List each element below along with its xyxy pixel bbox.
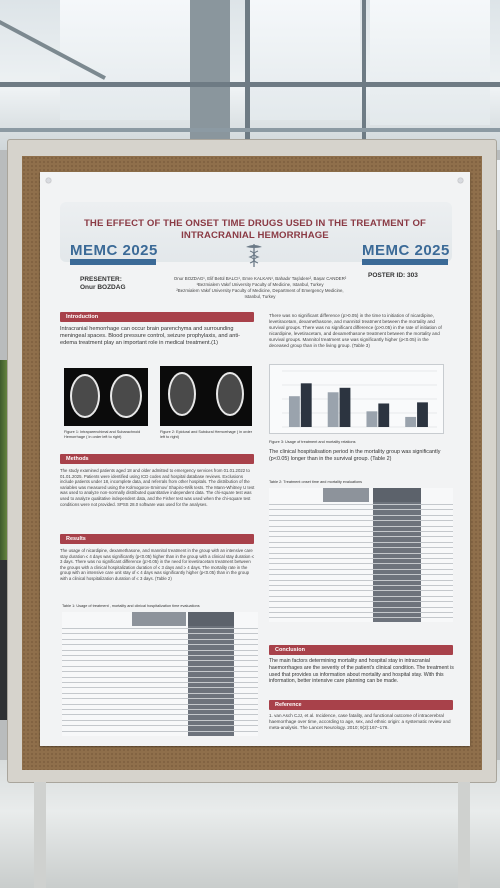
table-row bbox=[269, 526, 453, 527]
window-pane bbox=[60, 0, 190, 120]
table-row bbox=[62, 666, 258, 667]
table-row bbox=[269, 536, 453, 537]
window-frame bbox=[0, 82, 500, 87]
chart-bar bbox=[289, 396, 300, 427]
affiliation: ²Bezmialem Vakıf University Faculty of Medicine, Department of Emergency Medicine, bbox=[176, 288, 344, 293]
figure-3-caption: Figure 3: Usage of treatment and mortality relations bbox=[269, 440, 356, 444]
figure-2-caption: Figure 2: Epidural and Subdural Hemorrhage ( in order left to right) bbox=[160, 430, 253, 439]
pillar bbox=[190, 0, 230, 140]
table-row bbox=[269, 553, 453, 554]
methods-text: The study examined patients aged 18 and older admitted to emergency services from 01.01.2022 to 01.01.2025. Patients were identified using ICD codes and hospital database reviews. Exclusions include patients under 18, incomplete data, and referrals from other hospitals. The distribution of the variables was measured using the Kolmogorov-Smirnov/ Shapiro-Wilk tests. The Mann-Whitney U test was used to analyze non-normally distributed quantitative independent data. The chi-square test was used to analyze qualitative independent data, and the Fisher test was used when the chi-square test conditions were not provided. SPSS 28.0 software was used for the analyses. bbox=[60, 468, 255, 507]
table-row bbox=[269, 596, 453, 597]
table-row bbox=[269, 547, 453, 548]
chart-svg bbox=[270, 365, 445, 435]
table-row bbox=[62, 687, 258, 688]
ct-scan bbox=[110, 374, 142, 418]
ct-scan bbox=[70, 374, 100, 418]
section-heading-results: Results bbox=[60, 534, 254, 544]
table-header-cell bbox=[188, 612, 234, 626]
table-row bbox=[269, 504, 453, 505]
table-row bbox=[269, 531, 453, 532]
table-row bbox=[62, 650, 258, 651]
table-row bbox=[62, 644, 258, 645]
title-line-1: THE EFFECT OF THE ONSET TIME DRUGS USED IN THE TREATMENT OF bbox=[83, 218, 427, 229]
table-header-cell bbox=[323, 488, 369, 502]
table-row bbox=[269, 590, 453, 591]
poster bbox=[40, 172, 470, 746]
board-leg bbox=[458, 782, 470, 888]
authors: Onur BOZDAG¹, Elif Betül BALCI¹, Emre KALKAN¹, Bahadır Taşlıdere², Bașar CANDER² bbox=[173, 276, 347, 281]
chart-bar bbox=[417, 402, 428, 427]
window-frame bbox=[362, 0, 366, 140]
table-row bbox=[62, 731, 258, 732]
clinical-text: The clinical hospitalisation period in the mortality group was significantly (p<0.05) longer than in the survival group. (Table 2) bbox=[269, 449, 441, 462]
table-row bbox=[62, 677, 258, 678]
memc-logo-left: MEMC 2025 bbox=[70, 242, 158, 259]
table-row bbox=[62, 628, 258, 629]
mortality-text: There was no significant difference (p>0.05) in the time to initiation of nicardipine, levetiracetam, dexamethasone, and mannitol treatment between the mortality and survival groups. There was no significant difference (p>0.05) in the rate of initiation of nicardipine, levetiracetam, and dexamethasone treatment between the mortality and survival groups. Mannitol treatment use was significantly higher (p<0.05) in the deceased group than in the living group. (Table 3) bbox=[269, 313, 442, 348]
chart-bar bbox=[366, 411, 377, 427]
ct-scan bbox=[168, 372, 196, 416]
window-pane bbox=[250, 0, 360, 120]
logo-underline bbox=[362, 259, 448, 265]
table-column-highlight bbox=[373, 488, 421, 622]
presenter-name: Onur BOZDAG bbox=[80, 284, 126, 291]
presenter-label: PRESENTER: bbox=[80, 276, 122, 283]
table-row bbox=[269, 542, 453, 543]
table-1-caption: Table 1: Usage of treatment , mortality and clinical hospitalization time evaluations bbox=[62, 604, 200, 608]
poster-id: POSTER ID: 303 bbox=[368, 272, 418, 279]
table-row bbox=[62, 639, 258, 640]
table-row bbox=[62, 725, 258, 726]
table-1 bbox=[62, 612, 258, 736]
table-row bbox=[62, 698, 258, 699]
table-column-highlight bbox=[188, 612, 234, 736]
section-heading-conclusion: Conclusion bbox=[269, 645, 453, 655]
presenter-block bbox=[80, 276, 126, 292]
board-leg bbox=[34, 782, 46, 888]
memc-logo-right: MEMC 2025 bbox=[362, 242, 450, 259]
table-row bbox=[62, 714, 258, 715]
table-row bbox=[62, 693, 258, 694]
introduction-text: Intracranial hemorrhage can occur brain parenchyma and surrounding meningeal spaces. Blood pressure control, seizure prophylaxis, and anti-edema treatment play an important role in medical treatment.(1) bbox=[60, 326, 241, 347]
window-frame bbox=[0, 128, 500, 132]
conclusion-text: The main factors determining mortality and hospital stay in intracranial haemorrhages are the severity of the patient's clinical condition. The treatment is used that provides us information about mortality and hospital stay. With this information, better intensive care planning can be made. bbox=[269, 658, 454, 685]
authors-block bbox=[170, 276, 350, 300]
poster-title bbox=[70, 218, 440, 242]
ct-image-figure-1 bbox=[64, 368, 148, 426]
table-row bbox=[62, 633, 258, 634]
table-row bbox=[269, 563, 453, 564]
figure-1-caption: Figure 1: Intraparenchimal and Subarachnoid Hemorrhage ( in order left to right) bbox=[64, 430, 141, 439]
table-row bbox=[269, 580, 453, 581]
table-row bbox=[62, 655, 258, 656]
affiliation: Istanbul, Turkey bbox=[244, 294, 276, 299]
push-pin bbox=[46, 178, 51, 183]
table-row bbox=[269, 509, 453, 510]
chart-bar bbox=[328, 392, 339, 427]
table-row bbox=[62, 671, 258, 672]
window-frame bbox=[245, 0, 250, 140]
table-row bbox=[269, 569, 453, 570]
chart-bar bbox=[340, 388, 351, 427]
table-row bbox=[269, 612, 453, 613]
results-text: The usage of nicardipine, dexamethasone, and mannitol treatment in the group with an intensive care stay duration ≤ 4 days was significantly (p<0.05) higher than in the group with a clinical stay duration ≤ 3 days. There was no significant difference (p>0.05) in the need for levetiracetam treatment between the groups with a clinical hospitalization duration of ≤ 3 days and ≥ 4 days. The mortality rate in the group with an intensive care unit stay of ≤ 4 days was significantly higher (p<0.05) than in the group with a clinical hospitalization duration of ≤ 3 days. (Table 2) bbox=[60, 548, 255, 581]
ct-image-figure-2 bbox=[160, 366, 252, 426]
table-row bbox=[269, 574, 453, 575]
table-header-cell bbox=[132, 612, 186, 626]
ct-scan bbox=[216, 372, 244, 416]
chart-bar bbox=[378, 403, 389, 427]
table-header-cell bbox=[373, 488, 421, 502]
section-heading-introduction: Introduction bbox=[60, 312, 254, 322]
table-row bbox=[62, 709, 258, 710]
table-2 bbox=[269, 488, 453, 622]
caduceus-icon bbox=[245, 242, 263, 268]
logo-underline bbox=[70, 259, 156, 265]
window-pane bbox=[370, 0, 490, 125]
reference-text: 1. van Asch CJJ, et al. Incidence, case fatality, and functional outcome of intracerebral haemorrhage over time, according to age, sex, and ethnic origin: a systematic review and meta-analysis. The Lancet Neurology. 2010; 9(2):167–176. bbox=[269, 713, 451, 730]
table-row bbox=[269, 585, 453, 586]
section-heading-reference: Reference bbox=[269, 700, 453, 710]
table-row bbox=[269, 617, 453, 618]
table-row bbox=[269, 515, 453, 516]
affiliation: ¹Bezmialem Vakıf University Faculty of Medicine, Istanbul, Turkey bbox=[196, 282, 324, 287]
table-2-caption: Table 2: Treatment onset time and mortality evaluations bbox=[269, 480, 363, 484]
chart-bar bbox=[405, 417, 416, 427]
title-line-2: INTRACRANIAL HEMORRHAGE bbox=[181, 230, 329, 241]
table-row bbox=[269, 607, 453, 608]
chart-bar bbox=[301, 383, 312, 427]
table-row bbox=[62, 682, 258, 683]
table-row bbox=[62, 720, 258, 721]
table-row bbox=[62, 704, 258, 705]
push-pin bbox=[458, 178, 463, 183]
table-row bbox=[269, 558, 453, 559]
bar-chart bbox=[269, 364, 444, 434]
table-row bbox=[62, 660, 258, 661]
table-row bbox=[269, 601, 453, 602]
table-row bbox=[269, 520, 453, 521]
section-heading-methods: Methods bbox=[60, 454, 254, 464]
